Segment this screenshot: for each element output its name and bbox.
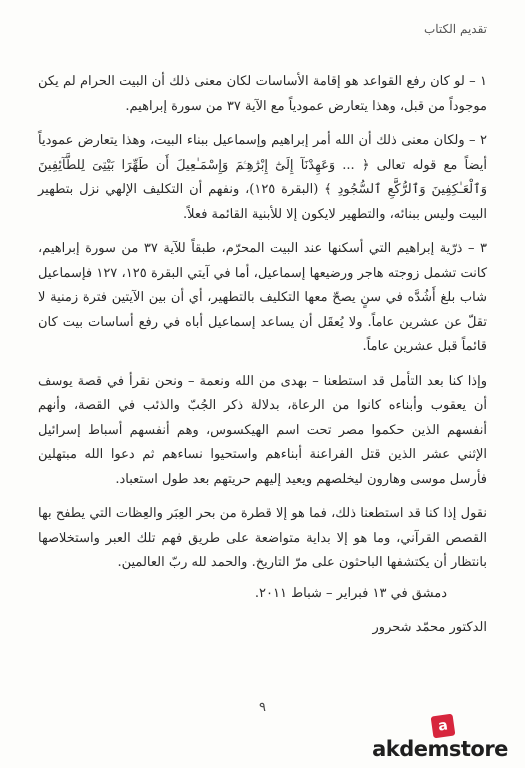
- date-line: دمشق في ١٣ فبراير – شباط ٢٠١١.: [254, 585, 447, 601]
- author-signature: الدكتور محمّد شحرور: [372, 620, 487, 635]
- running-header: تقديم الكتاب: [423, 22, 487, 36]
- store-logo-text: akdemstore: [372, 737, 508, 761]
- store-logo-icon: [431, 714, 456, 739]
- paragraph-conclusion: نقول إذا كنا قد استطعنا ذلك، فما هو إلا قطرة من بحر العِبَر والعِظات التي يطفح بها القصص القرآني، وما هو إلا بداية متواضعة على طريق فهم تلك العبر واستخلاصها بانتظار أن يكتشفها الباحثون على مرّ التاريخ. والحمد لله ربّ العالمين.: [38, 506, 487, 570]
- page-number: ٩: [259, 700, 266, 715]
- store-watermark: [360, 715, 520, 763]
- page-body: [38, 70, 487, 641]
- paragraph-point-1: ١ – لو كان رفع القواعد هو إقامة الأساسات لكان معنى ذلك أن البيت الحرام لم يكن موجوداً من قبل، وهذا يتعارض عمودياً مع الآية ٣٧ من سورة إبراهيم.: [38, 74, 487, 114]
- paragraph-point-3: ٣ – ذرّية إبراهيم التي أسكنها عند البيت المحرّم، طبقاً للآية ٣٧ من سورة إبراهيم، كانت تشمل زوجته هاجر ورضيعها إسماعيل، أما في آيتي البقرة ١٢٥، ١٢٧ فإسماعيل شاب بلغ أَشُدَّه في سنٍ يصحّ معها التكليف بالتطهير، أي أن بين الآيتين فترة زمنية لا تقلّ عن عشرين عاماً. ولا يُعقَل أن يساعد إسماعيل أباه في رفع أساسات بيت كان قائماً قبل عشرين عاماً.: [38, 241, 488, 354]
- paragraph-reflection: وإذا كنا بعد التأمل قد استطعنا – بهدى من الله ونعمة – ونحن نقرأ في قصة يوسف أن يعقوب وأبناءه كانوا من الرعاة، بدلالة ذكر الجُبّ والذئب في القصة، وأنهم أنفسهم الذين حكموا مصر تحت اسم الهيكسوس، وهم أنفسهم أسباط إسرائيل الإثني عشر الذين قتل الفراعنة أبناءهم واستحيوا نساءهم ثم دعوا الله مبتهلين فأرسل موسى وهارون ليخلصهم ويعيد إليهم حريتهم بعد طول استعباد.: [38, 373, 487, 487]
- paragraph-point-2: ٢ – ولكان معنى ذلك أن الله أمر إبراهيم وإسماعيل ببناء البيت، وهذا يتعارض عمودياً أيضاً مع قوله تعالى ﴿ ... وَعَهِدْنَآ إِلَىٰٓ إِبْرَٰهِـۧمَ وَإِسْمَـٰعِيلَ أَن طَهِّرَا بَيْتِىَ لِلطَّآئِفِينَ وَٱلْعَـٰكِفِينَ وَٱلرُّكَّعِ ٱلسُّجُودِ ﴾ (البقرة ١٢٥)، ونفهم أن التكليف الإلهي نزل بتطهير البيت وليس ببنائه، والتطهير لايكون إلا للأبنية القائمة فعلاً.: [38, 133, 488, 222]
